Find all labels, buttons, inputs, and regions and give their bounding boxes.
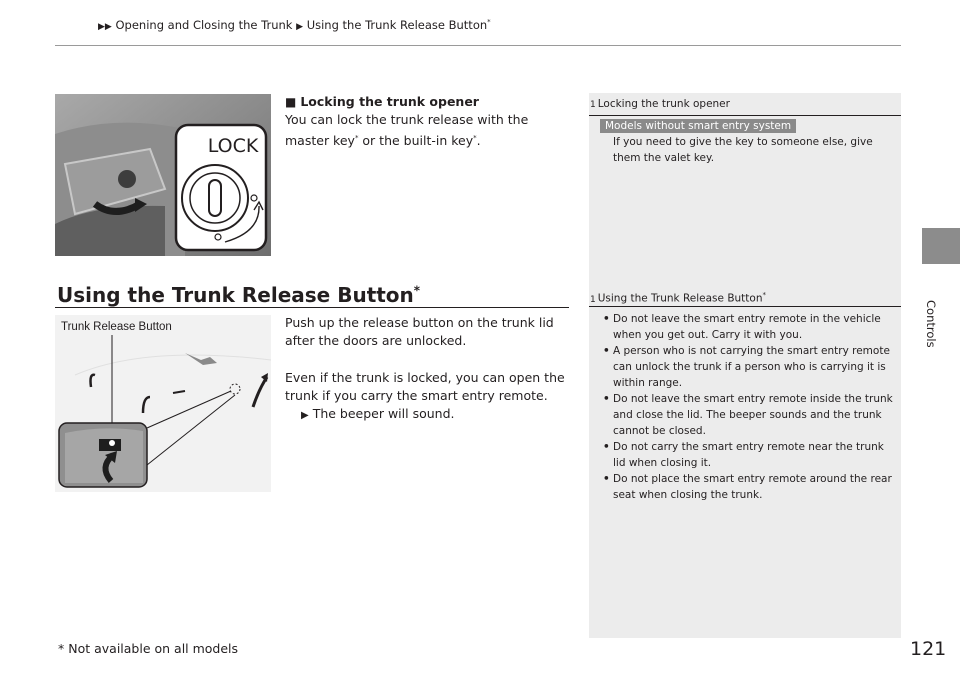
list-item: • Do not leave the smart entry remote inside the trunk and close the lid. The beeper sounds and the trunk cannot be closed. [603,391,893,439]
breadcrumb-item-opening-closing-trunk[interactable]: Opening and Closing the Trunk [115,18,293,32]
footnote: * Not available on all models [58,641,239,656]
note-release-title [590,291,766,305]
trunk-lock-illustration [55,94,271,256]
locking-body [285,111,575,150]
section-label: Controls [924,300,938,348]
note-divider [589,306,901,307]
note-locking-text: If you need to give the key to someone else, give them the valet key. [613,136,873,164]
note-release-list [603,311,893,503]
list-item: • A person who is not carrying the smart entry remote can unlock the trunk if a person who is carrying it is within range. [603,343,893,391]
page-number: 121 [910,638,947,660]
note-locking-title-text: Locking the trunk opener [597,98,730,110]
release-paragraph-2: Even if the trunk is locked, you can open the trunk if you carry the smart entry remote. [285,370,565,403]
trunk-release-illustration [55,315,271,492]
lock-label: LOCK [207,135,259,157]
list-item: • Do not place the smart entry remote around the rear seat when closing the trunk. [603,471,893,503]
locking-body-part2: or the built-in key [358,133,474,149]
release-note [301,405,455,425]
trunk-release-button-label: Trunk Release Button [61,321,172,333]
release-note-text: The beeper will sound. [312,406,455,421]
header-divider [55,45,901,46]
release-paragraph-1: Push up the release button on the trunk lid after the doors are unlocked. [285,315,554,348]
locking-body-part1: You can lock the trunk release with the master key [285,112,529,149]
note-locking-title [590,98,730,110]
footnote-marker: * [413,283,421,298]
breadcrumb-item-trunk-release-button[interactable]: Using the Trunk Release Button [306,18,488,32]
locking-heading-text: Locking the trunk opener [300,94,479,109]
breadcrumb-asterisk: * [487,18,491,27]
locking-body-part3: . [476,133,481,149]
footnote-marker: * [473,134,477,142]
list-item: • Do not carry the smart entry remote near the trunk lid when closing it. [603,439,893,471]
section-tab[interactable] [922,228,960,264]
footnote-marker: * [354,134,359,142]
breadcrumb [98,18,491,32]
section-divider [55,307,569,308]
reference-icon: 1 [590,294,596,305]
note-release-title-text: Using the Trunk Release Button [597,292,763,305]
breadcrumb-arrow-icon: ▶ [296,22,304,32]
model-badge: Models without smart entry system [600,119,796,133]
section-title [57,283,420,307]
reference-icon: 1 [590,100,596,110]
section-title-text: Using the Trunk Release Button [57,283,414,307]
note-divider [589,115,901,116]
locking-heading [285,94,479,109]
arrow-right-icon: ▶ [301,410,309,421]
breadcrumb-arrow-icon: ▶▶ [98,22,112,32]
footnote-marker: * [762,291,766,299]
square-bullet-icon: ■ [285,95,297,109]
list-item: • Do not leave the smart entry remote in the vehicle when you get out. Carry it with you. [603,311,893,343]
